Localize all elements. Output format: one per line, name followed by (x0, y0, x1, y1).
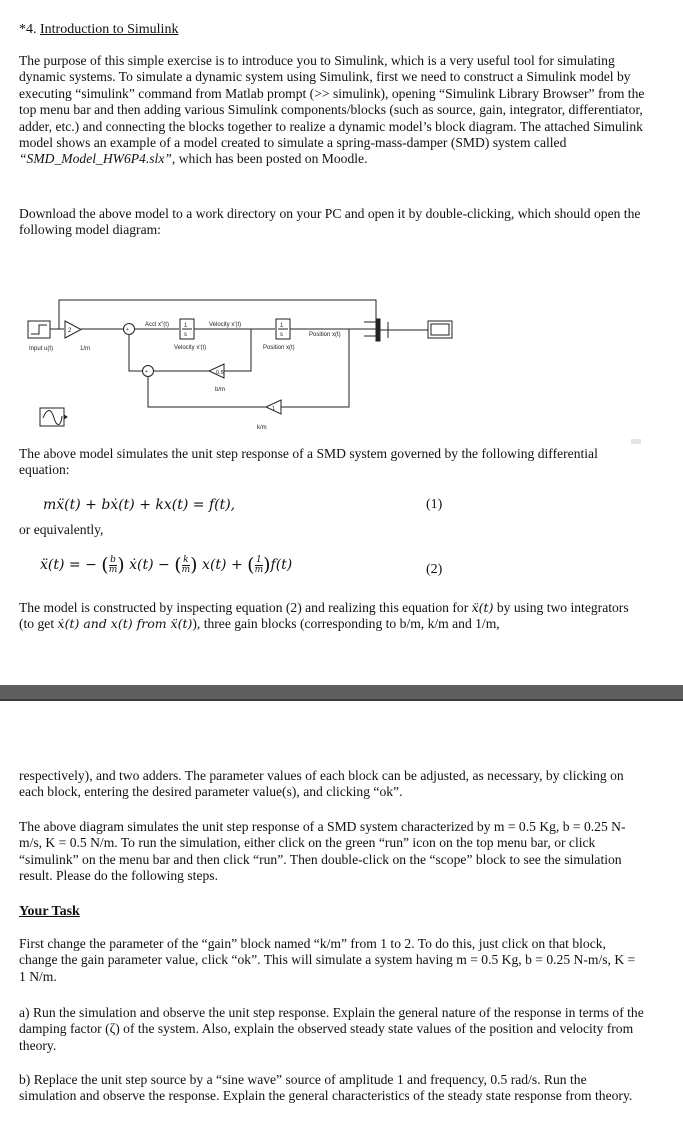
velocity-label-bottom: Velocity x'(t) (174, 345, 207, 351)
svg-text:1: 1 (280, 323, 284, 329)
scope-block[interactable] (428, 321, 452, 338)
simulation-paragraph: The above model simulates the unit step response of a SMD system governed by the following differential equation: (19, 446, 598, 478)
position-label-bottom: Position x(t) (263, 345, 295, 351)
construction-paragraph: The model is constructed by inspecting equation (2) and realizing this equation for ẍ(t) by using two integrators (to get ẋ(t) and x(t) from ẍ(t)), three gain blocks (corresponding to b/m, k/m and 1/m, (19, 600, 629, 632)
section-heading: *4. Introduction to Simulink (19, 22, 179, 37)
gain-1m-label: 1/m (80, 346, 91, 352)
equation-2-number: (2) (426, 562, 443, 577)
task-part-a: a) Run the simulation and observe the unit step response. Explain the general nature of the response in terms of the damping factor (ζ) of the system. Also, explain the observed steady state values of the position and velocity from theory. (19, 1005, 644, 1053)
svg-text:s: s (184, 332, 187, 338)
download-paragraph: Download the above model to a work directory on your PC and open it by double-clicking, which should open the following model diagram: (19, 206, 641, 238)
gain-1m-block[interactable] (65, 321, 81, 338)
accel-label: Accl x''(t) (145, 322, 169, 328)
model-filename: “SMD_Model_HW6P4.slx” (19, 151, 172, 167)
velocity-label-top: Velocity x'(t) (209, 322, 242, 328)
svg-text:0.5: 0.5 (216, 370, 224, 376)
intro-paragraph: The purpose of this simple exercise is to introduce you to Simulink, which is a very useful tool for simulating dynamic systems. To simulate a dynamic system using Simulink, first we need to construct a Simulink model by executing “simulink” command from Matlab prompt (>> simulink), opening “Simulink Library Browser” from the top menu bar and then adding various Simulink components/blocks (such as source, gain, integrator, differentiator, adder, etc.) and connecting the blocks together to realize a dynamic model’s block diagram. The attached Simulink model shows an example of a model created to simulate a spring-mass-damper (SMD) system called “SMD_Model_HW6P4.slx”, which has been posted on Moodle. (19, 53, 645, 167)
gain-bm-label: b/m (215, 387, 226, 393)
task-part-b: b) Replace the unit step source by a “sine wave” source of amplitude 1 and frequency, 0.5 rad/s. Run the simulation and observe the response. Explain the general characteristics of the steady state response from theory. (19, 1072, 633, 1104)
gain-bm-block[interactable] (209, 364, 224, 378)
svg-text:2: 2 (68, 328, 72, 334)
equation-1: mẍ(t) + bẋ(t) + kx(t) = f(t), (43, 497, 236, 513)
position-label-top: Position x(t) (309, 332, 341, 338)
sum-block-2[interactable] (143, 366, 154, 377)
svg-text:+: + (126, 327, 129, 333)
task-heading: Your Task (19, 904, 80, 919)
adders-paragraph: respectively), and two adders. The parameter values of each block can be adjusted, as necessary, by clicking on each block, entering the desired parameter value(s), and clicking “ok”. (19, 768, 624, 800)
svg-text:1: 1 (272, 406, 276, 412)
page-break (0, 685, 683, 701)
integrator-velocity-block[interactable] (180, 319, 194, 339)
integrator-position-block[interactable] (276, 319, 290, 339)
input-label: Input u(t) (29, 346, 54, 352)
sine-wave-source-block[interactable] (40, 408, 67, 426)
gain-km-label: k/m (257, 425, 267, 431)
svg-text:+: + (145, 369, 148, 375)
scroll-marker (631, 439, 641, 444)
equivalently-text: or equivalently, (19, 522, 104, 537)
step-source-block[interactable] (28, 321, 50, 338)
svg-text:s: s (280, 332, 283, 338)
task-intro-paragraph: First change the parameter of the “gain” block named “k/m” from 1 to 2. To do this, just click on that block, change the gain parameter value, click “ok”. This will simulate a system having m = 0.5 Kg, b = 0.25 N-m/s, K = 1 N/m. (19, 936, 636, 984)
equation-1-number: (1) (426, 497, 443, 512)
document-page-2 (0, 701, 683, 1139)
parameters-paragraph: The above diagram simulates the unit step response of a SMD system characterized by m = 0.5 Kg, b = 0.25 N-m/s, K = 0.5 N/m. To run the simulation, either click on the green “run” icon on the top menu bar, or click “simulink” on the menu bar and then click “run”. Then double-click on the “scope” block to see the simulation result. Please do the following steps. (19, 819, 626, 884)
section-title: Introduction to Simulink (40, 22, 179, 37)
sum-block-1[interactable] (124, 324, 135, 335)
svg-text:1: 1 (184, 323, 188, 329)
mux-block[interactable] (364, 319, 395, 341)
equation-2: ẍ(t) = − ( $\frac{b}{m}$ ) ẋ(t) − ( $\frac{k}{m}$ ) x(t) + ( $\frac{1}{m}$ )f(t) (40, 554, 293, 576)
simulink-block-diagram (19, 292, 459, 445)
gain-km-block[interactable] (266, 400, 281, 414)
